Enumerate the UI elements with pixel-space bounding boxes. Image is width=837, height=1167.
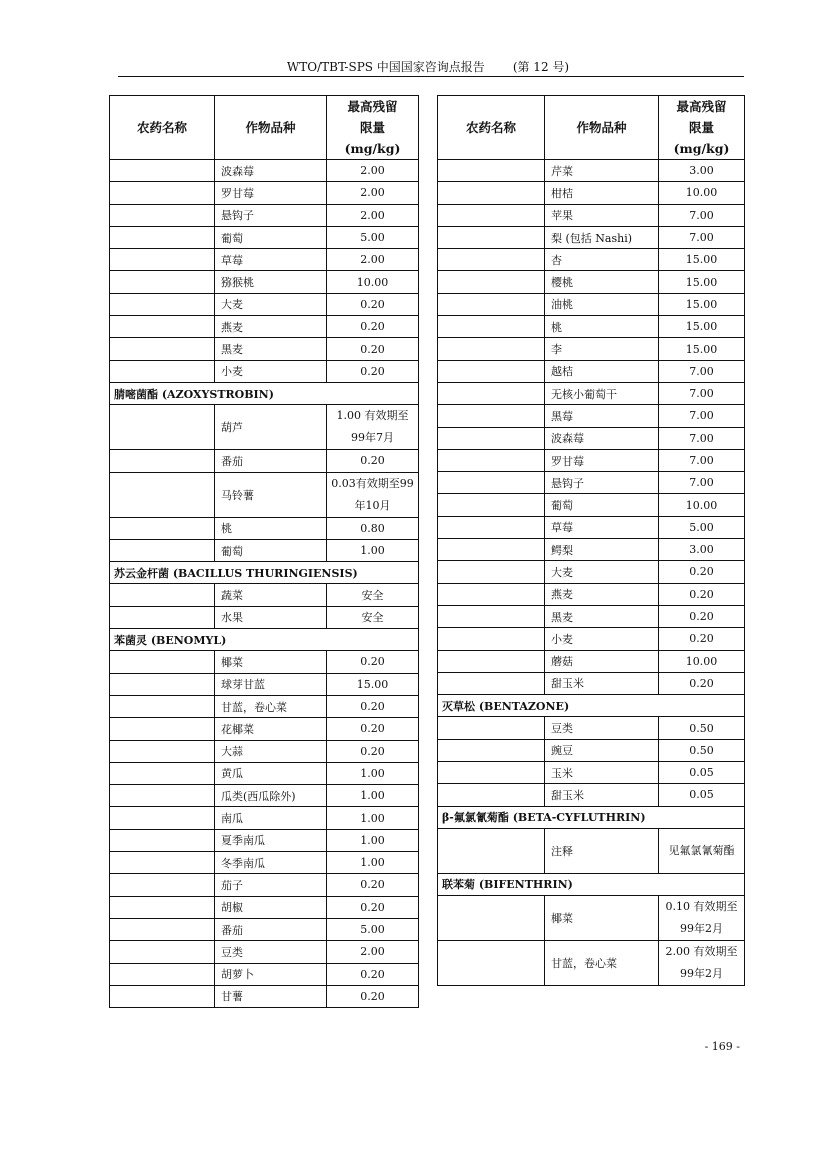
crop-cell: 瓜类(西瓜除外)	[215, 785, 327, 807]
pesticide-cell	[110, 918, 215, 940]
mrl-value-cell: 15.00	[659, 293, 745, 315]
mrl-value-cell: 7.00	[659, 226, 745, 248]
pesticide-group-row	[438, 806, 745, 828]
table-row	[438, 739, 745, 761]
pesticide-cell	[438, 583, 545, 605]
crop-cell: 番茄	[215, 918, 327, 940]
table-row	[110, 941, 419, 963]
pesticide-cell	[110, 673, 215, 695]
pesticide-cell	[110, 249, 215, 271]
mrl-value-cell: 15.00	[327, 673, 419, 695]
mrl-value-cell: 0.10 有效期至99年2月	[659, 895, 745, 940]
crop-cell: 玉米	[545, 762, 659, 784]
mrl-header-line-1: 最高残留	[347, 99, 398, 114]
pesticide-cell	[110, 852, 215, 874]
table-row	[438, 717, 745, 739]
mrl-value-cell: 7.00	[659, 204, 745, 226]
left-table-body	[110, 160, 419, 1008]
table-row	[110, 539, 419, 561]
header-title: WTO/TBT-SPS 中国国家咨询点报告	[286, 60, 485, 74]
crop-cell: 大麦	[545, 561, 659, 583]
pesticide-cell	[438, 204, 545, 226]
crop-cell: 椰菜	[545, 895, 659, 940]
mrl-value-cell: 0.05	[659, 784, 745, 806]
pesticide-cell	[438, 360, 545, 382]
crop-cell: 豆类	[545, 717, 659, 739]
mrl-value-cell: 0.20	[327, 338, 419, 360]
crop-cell: 燕麦	[215, 316, 327, 338]
pesticide-cell	[438, 605, 545, 627]
table-row	[438, 427, 745, 449]
column-header-pesticide: 农药名称	[110, 96, 215, 160]
pesticide-cell	[110, 785, 215, 807]
crop-cell: 燕麦	[545, 583, 659, 605]
pesticide-cell	[438, 249, 545, 271]
crop-cell: 蔬菜	[215, 584, 327, 606]
table-row	[110, 963, 419, 985]
pesticide-cell	[110, 160, 215, 182]
mrl-value-cell: 0.05	[659, 762, 745, 784]
mrl-header-line-1: 最高残留	[676, 99, 727, 114]
crop-cell: 葡萄	[215, 539, 327, 561]
pesticide-cell	[110, 985, 215, 1007]
crop-cell: 甘蓝，卷心菜	[215, 695, 327, 717]
pesticide-cell	[438, 762, 545, 784]
crop-cell: 胡椒	[215, 896, 327, 918]
pesticide-cell	[438, 895, 545, 940]
mrl-value-cell: 0.20	[327, 651, 419, 673]
crop-cell: 葡萄	[215, 226, 327, 248]
crop-cell: 甜玉米	[545, 672, 659, 694]
pesticide-name: 灭草松 (BENTAZONE)	[438, 695, 745, 717]
pesticide-cell	[438, 940, 545, 985]
mrl-value-cell: 2.00	[327, 204, 419, 226]
mrl-value-cell: 1.00	[327, 829, 419, 851]
crop-cell: 无核小葡萄干	[545, 382, 659, 404]
crop-cell: 芹菜	[545, 160, 659, 182]
crop-cell: 樱桃	[545, 271, 659, 293]
table-row	[438, 539, 745, 561]
mrl-header-line-2: 限量	[688, 120, 714, 135]
pesticide-cell	[438, 271, 545, 293]
pesticide-cell	[110, 762, 215, 784]
table-row	[110, 874, 419, 896]
pesticide-cell	[438, 427, 545, 449]
table-row	[438, 650, 745, 672]
table-row	[110, 160, 419, 182]
table-row	[110, 517, 419, 539]
mrl-value-cell: 5.00	[327, 226, 419, 248]
crop-cell: 梨 (包括 Nashi)	[545, 226, 659, 248]
crop-cell: 苹果	[545, 204, 659, 226]
pesticide-group-row	[110, 562, 419, 584]
pesticide-cell	[110, 517, 215, 539]
pesticide-cell	[438, 494, 545, 516]
mrl-value-cell: 2.00	[327, 160, 419, 182]
table-row	[110, 852, 419, 874]
mrl-value-cell: 0.20	[659, 605, 745, 627]
table-row	[438, 494, 745, 516]
mrl-value-cell: 见氟氯氰菊酯	[659, 828, 745, 873]
table-row	[110, 226, 419, 248]
mrl-value-cell: 3.00	[659, 160, 745, 182]
pesticide-cell	[110, 338, 215, 360]
table-row	[438, 293, 745, 315]
pesticide-cell	[110, 182, 215, 204]
crop-cell: 豆类	[215, 941, 327, 963]
table-row	[110, 405, 419, 450]
mrl-value-cell: 10.00	[659, 182, 745, 204]
table-row	[110, 673, 419, 695]
mrl-value-cell: 1.00	[327, 539, 419, 561]
crop-cell: 鳄梨	[545, 539, 659, 561]
pesticide-cell	[110, 963, 215, 985]
pesticide-cell	[110, 941, 215, 963]
table-row	[110, 584, 419, 606]
crop-cell: 茄子	[215, 874, 327, 896]
mrl-value-cell: 10.00	[659, 650, 745, 672]
mrl-value-cell: 0.20	[327, 450, 419, 472]
mrl-value-cell: 0.20	[327, 718, 419, 740]
pesticide-name: β-氟氯氰菊酯 (BETA-CYFLUTHRIN)	[438, 806, 745, 828]
crop-cell: 波森莓	[545, 427, 659, 449]
table-row	[110, 785, 419, 807]
pesticide-cell	[110, 472, 215, 517]
pesticide-cell	[110, 896, 215, 918]
crop-cell: 草莓	[215, 249, 327, 271]
pesticide-cell	[438, 182, 545, 204]
crop-cell: 球芽甘蓝	[215, 673, 327, 695]
table-row	[110, 695, 419, 717]
table-row	[438, 672, 745, 694]
pesticide-cell	[438, 382, 545, 404]
crop-cell: 甘蓝，卷心菜	[545, 940, 659, 985]
table-row	[110, 896, 419, 918]
pesticide-cell	[110, 740, 215, 762]
crop-cell: 夏季南瓜	[215, 829, 327, 851]
crop-cell: 桃	[215, 517, 327, 539]
mrl-value-cell: 0.20	[659, 561, 745, 583]
table-row	[438, 762, 745, 784]
column-header-crop: 作物品种	[215, 96, 327, 160]
column-header-crop: 作物品种	[545, 96, 659, 160]
table-row	[110, 338, 419, 360]
page-number: - 169 -	[704, 1040, 740, 1053]
pesticide-cell	[110, 606, 215, 628]
crop-cell: 黑麦	[545, 605, 659, 627]
column-header-mrl	[659, 96, 745, 160]
pesticide-cell	[438, 539, 545, 561]
pesticide-name: 苯菌灵 (BENOMYL)	[110, 629, 419, 651]
table-row	[110, 450, 419, 472]
crop-cell: 黑麦	[215, 338, 327, 360]
mrl-value-cell: 15.00	[659, 316, 745, 338]
table-row	[110, 182, 419, 204]
mrl-value-cell: 10.00	[327, 271, 419, 293]
table-row	[438, 271, 745, 293]
pesticide-name: 联苯菊 (BIFENTHRIN)	[438, 873, 745, 895]
pesticide-cell	[110, 316, 215, 338]
left-mrl-table	[109, 95, 419, 1008]
pesticide-cell	[110, 271, 215, 293]
pesticide-cell	[110, 539, 215, 561]
pesticide-cell	[438, 472, 545, 494]
mrl-value-cell: 1.00 有效期至99年7月	[327, 405, 419, 450]
crop-cell: 南瓜	[215, 807, 327, 829]
pesticide-cell	[438, 650, 545, 672]
crop-cell: 大蒜	[215, 740, 327, 762]
table-row	[438, 472, 745, 494]
table-row	[438, 160, 745, 182]
table-row	[438, 583, 745, 605]
mrl-value-cell: 0.20	[659, 583, 745, 605]
pesticide-cell	[438, 405, 545, 427]
crop-cell: 李	[545, 338, 659, 360]
mrl-value-cell: 7.00	[659, 382, 745, 404]
pesticide-group-row	[438, 695, 745, 717]
crop-cell: 椰菜	[215, 651, 327, 673]
pesticide-cell	[110, 405, 215, 450]
right-table-body	[438, 160, 745, 986]
mrl-value-cell: 5.00	[327, 918, 419, 940]
mrl-value-cell: 0.20	[327, 360, 419, 382]
table-row	[438, 226, 745, 248]
mrl-value-cell: 1.00	[327, 762, 419, 784]
mrl-value-cell: 7.00	[659, 449, 745, 471]
header-issue: (第 12 号)	[512, 60, 570, 74]
table-row	[110, 606, 419, 628]
pesticide-cell	[438, 784, 545, 806]
pesticide-cell	[438, 628, 545, 650]
mrl-value-cell: 0.20	[327, 293, 419, 315]
column-header-pesticide: 农药名称	[438, 96, 545, 160]
crop-cell: 悬钩子	[215, 204, 327, 226]
table-row	[110, 740, 419, 762]
pesticide-group-row	[110, 629, 419, 651]
crop-cell: 水果	[215, 606, 327, 628]
mrl-value-cell: 0.20	[327, 740, 419, 762]
page-header	[118, 58, 738, 76]
crop-cell: 越桔	[545, 360, 659, 382]
crop-cell: 黄瓜	[215, 762, 327, 784]
header-rule	[118, 76, 744, 77]
mrl-value-cell: 0.20	[327, 874, 419, 896]
pesticide-cell	[438, 316, 545, 338]
table-row	[438, 360, 745, 382]
mrl-value-cell: 2.00	[327, 941, 419, 963]
mrl-value-cell: 0.20	[327, 316, 419, 338]
table-row	[438, 784, 745, 806]
table-row	[438, 449, 745, 471]
pesticide-cell	[110, 651, 215, 673]
table-row	[110, 651, 419, 673]
table-row	[438, 382, 745, 404]
mrl-value-cell: 0.20	[327, 963, 419, 985]
table-row	[110, 985, 419, 1007]
table-row	[438, 561, 745, 583]
mrl-value-cell: 0.80	[327, 517, 419, 539]
pesticide-group-row	[110, 382, 419, 404]
table-row	[438, 895, 745, 940]
table-row	[438, 338, 745, 360]
table-row	[438, 204, 745, 226]
table-row	[438, 249, 745, 271]
crop-cell: 蘑菇	[545, 650, 659, 672]
crop-cell: 胡萝卜	[215, 963, 327, 985]
pesticide-cell	[438, 739, 545, 761]
table-row	[110, 918, 419, 940]
mrl-value-cell: 安全	[327, 584, 419, 606]
table-row	[110, 271, 419, 293]
crop-cell: 甘薯	[215, 985, 327, 1007]
crop-cell: 油桃	[545, 293, 659, 315]
pesticide-cell	[110, 450, 215, 472]
crop-cell: 小麦	[215, 360, 327, 382]
table-row	[110, 360, 419, 382]
mrl-value-cell: 7.00	[659, 360, 745, 382]
mrl-value-cell: 1.00	[327, 807, 419, 829]
mrl-value-cell: 2.00	[327, 182, 419, 204]
table-row	[110, 807, 419, 829]
table-row	[110, 762, 419, 784]
mrl-header-line-3: (mg/kg)	[673, 141, 730, 156]
crop-cell: 桃	[545, 316, 659, 338]
crop-cell: 草莓	[545, 516, 659, 538]
crop-cell: 大麦	[215, 293, 327, 315]
table-row	[110, 718, 419, 740]
pesticide-name: 苏云金杆菌 (BACILLUS THURINGIENSIS)	[110, 562, 419, 584]
mrl-value-cell: 3.00	[659, 539, 745, 561]
table-row	[110, 293, 419, 315]
mrl-value-cell: 1.00	[327, 852, 419, 874]
table-row	[438, 605, 745, 627]
mrl-value-cell: 0.20	[659, 628, 745, 650]
mrl-value-cell: 7.00	[659, 405, 745, 427]
table-row	[110, 249, 419, 271]
pesticide-cell	[110, 874, 215, 896]
mrl-value-cell: 15.00	[659, 271, 745, 293]
pesticide-cell	[110, 695, 215, 717]
mrl-value-cell: 0.50	[659, 739, 745, 761]
crop-cell: 番茄	[215, 450, 327, 472]
pesticide-cell	[438, 226, 545, 248]
right-mrl-table	[437, 95, 745, 986]
pesticide-cell	[110, 584, 215, 606]
crop-cell: 葫芦	[215, 405, 327, 450]
column-header-mrl	[327, 96, 419, 160]
mrl-value-cell: 2.00	[327, 249, 419, 271]
mrl-header-line-2: 限量	[359, 120, 385, 135]
mrl-value-cell: 15.00	[659, 338, 745, 360]
pesticide-cell	[438, 672, 545, 694]
crop-cell: 冬季南瓜	[215, 852, 327, 874]
pesticide-cell	[438, 516, 545, 538]
table-row	[438, 828, 745, 873]
crop-cell: 波森莓	[215, 160, 327, 182]
pesticide-cell	[110, 226, 215, 248]
pesticide-cell	[438, 293, 545, 315]
crop-cell: 马铃薯	[215, 472, 327, 517]
table-row	[110, 472, 419, 517]
crop-cell: 悬钩子	[545, 472, 659, 494]
mrl-value-cell: 0.20	[327, 896, 419, 918]
crop-cell: 柑桔	[545, 182, 659, 204]
table-row	[110, 316, 419, 338]
pesticide-group-row	[438, 873, 745, 895]
pesticide-cell	[110, 829, 215, 851]
pesticide-cell	[110, 718, 215, 740]
mrl-value-cell: 0.03有效期至99年10月	[327, 472, 419, 517]
mrl-value-cell: 0.20	[327, 985, 419, 1007]
crop-cell: 花椰菜	[215, 718, 327, 740]
table-header-row	[438, 96, 745, 160]
crop-cell: 杏	[545, 249, 659, 271]
pesticide-name: 腈嘧菌酯 (AZOXYSTROBIN)	[110, 382, 419, 404]
pesticide-cell	[110, 293, 215, 315]
mrl-value-cell: 7.00	[659, 427, 745, 449]
table-row	[438, 405, 745, 427]
crop-cell: 猕猴桃	[215, 271, 327, 293]
crop-cell: 罗甘莓	[545, 449, 659, 471]
mrl-value-cell: 15.00	[659, 249, 745, 271]
mrl-value-cell: 0.20	[659, 672, 745, 694]
mrl-header-line-3: (mg/kg)	[344, 141, 401, 156]
mrl-value-cell: 安全	[327, 606, 419, 628]
pesticide-cell	[438, 717, 545, 739]
mrl-value-cell: 7.00	[659, 472, 745, 494]
pesticide-cell	[438, 449, 545, 471]
table-row	[438, 940, 745, 985]
pesticide-cell	[438, 561, 545, 583]
mrl-value-cell: 1.00	[327, 785, 419, 807]
crop-cell: 豌豆	[545, 739, 659, 761]
table-row	[438, 182, 745, 204]
pesticide-cell	[438, 338, 545, 360]
mrl-value-cell: 0.50	[659, 717, 745, 739]
table-row	[438, 316, 745, 338]
table-header-row	[110, 96, 419, 160]
pesticide-cell	[110, 204, 215, 226]
table-row	[110, 204, 419, 226]
pesticide-cell	[438, 828, 545, 873]
crop-cell: 小麦	[545, 628, 659, 650]
crop-cell: 甜玉米	[545, 784, 659, 806]
table-row	[438, 628, 745, 650]
mrl-value-cell: 0.20	[327, 695, 419, 717]
crop-cell: 注释	[545, 828, 659, 873]
crop-cell: 葡萄	[545, 494, 659, 516]
mrl-value-cell: 10.00	[659, 494, 745, 516]
pesticide-cell	[110, 807, 215, 829]
table-row	[110, 829, 419, 851]
pesticide-cell	[110, 360, 215, 382]
mrl-value-cell: 2.00 有效期至99年2月	[659, 940, 745, 985]
mrl-value-cell: 5.00	[659, 516, 745, 538]
table-row	[438, 516, 745, 538]
crop-cell: 黑莓	[545, 405, 659, 427]
pesticide-cell	[438, 160, 545, 182]
crop-cell: 罗甘莓	[215, 182, 327, 204]
